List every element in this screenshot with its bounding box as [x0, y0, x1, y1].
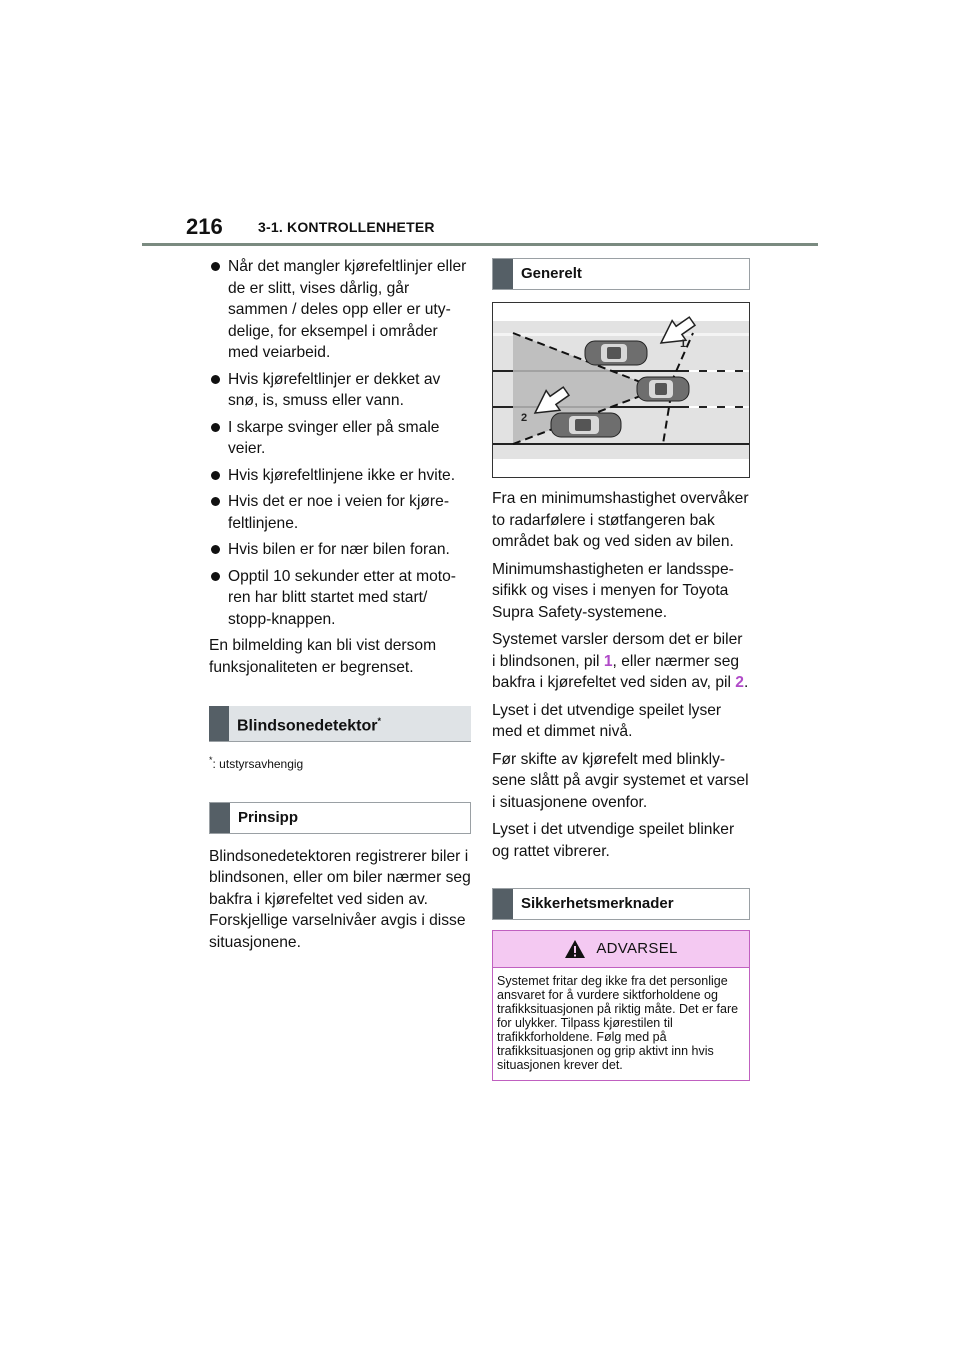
- warning-text: Systemet fritar deg ikke fra det personlige ansvaret for å vurdere siktforholdene og trafikksituasjonen på riktig måte. Det er fare for ulykker. Tilpass kjørestilen til trafikkforholdene. Følg med på trafikksituasjonen og grip aktivt inn hvis situasjonen krever det.: [497, 974, 739, 1072]
- heading-marker: [493, 889, 513, 919]
- car-icon: [637, 377, 689, 401]
- right-column: [492, 258, 750, 1081]
- warning-title: ADVARSEL: [596, 940, 678, 958]
- warning-box: [492, 930, 750, 1081]
- list-item: Hvis det er noe i veien for kjørefeltlinjene.: [209, 491, 471, 534]
- arrow-ref-2: 2: [735, 674, 744, 691]
- arrow-2-label: 2: [521, 412, 528, 424]
- heading-marker: [210, 803, 230, 833]
- page-number: 216: [186, 214, 223, 239]
- section-title: 3-1. KONTROLLENHETER: [258, 219, 435, 235]
- bullet-dot: [211, 545, 220, 554]
- blind-spot-diagram: [492, 302, 750, 478]
- general-heading: Generelt: [492, 258, 750, 290]
- warning-header: [493, 931, 749, 968]
- blind-spot-heading: [209, 706, 471, 742]
- paragraph-3: Systemet varsler dersom det er biler i blindsonen, pil 1, eller nærmer seg bakfra i kjørefeltet ved siden av, pil 2.: [492, 631, 749, 691]
- principle-heading: Prinsipp: [209, 802, 471, 834]
- bullet-dot: [211, 471, 220, 480]
- arrow-ref-1: 1: [603, 652, 613, 670]
- principle-text: Blindsonedetektoren registrerer biler i blindsonen, eller om biler nærmer seg bakfra i kjørefeltet ved siden av. Forskjellige varselnivåer avgis i disse situasjonene.: [209, 847, 471, 951]
- paragraph-6: Lyset i det utvendige speilet blinker og rattet vibrerer.: [492, 821, 735, 860]
- list-item: Hvis kjørefeltlinjer er dekket av snø, is, smuss eller vann.: [209, 369, 471, 412]
- paragraph-4: Lyset i det utvendige speilet lyser med et dimmet nivå.: [492, 701, 722, 740]
- blind-spot-title: Blindsonedetektor: [237, 717, 378, 735]
- list-item: Hvis kjørefeltlinjene ikke er hvite.: [209, 465, 471, 487]
- heading-marker: [209, 706, 229, 741]
- car-icon: [551, 413, 621, 437]
- footnote: *: utstyrsavhengig: [209, 755, 304, 772]
- header-rule: [142, 243, 818, 246]
- bullet-dot: [211, 497, 220, 506]
- road-illustration: [493, 303, 749, 477]
- paragraph-1: Fra en minimumshastighet overvåker to radarfølere i støtfangeren bak området bak og ved siden av bilen.: [492, 490, 749, 550]
- list-item: Når det mangler kjørefeltlinjer eller de er slitt, vises dårlig, går sammen / deles opp eller er utydelige, for eksempel i områder med veiarbeid.: [209, 256, 471, 364]
- paragraph-2: Minimumshastigheten er landsspesifikk og vises i menyen for Toyota Supra Safety-systemene.: [492, 560, 734, 621]
- bullet-dot: [211, 572, 220, 581]
- heading-marker: [493, 259, 513, 289]
- list-item: I skarpe svinger eller på smale veier.: [209, 417, 471, 460]
- list-item: Hvis bilen er for nær bilen foran.: [209, 539, 471, 561]
- bullet-dot: [211, 375, 220, 384]
- bullet-dot: [211, 262, 220, 271]
- warning-triangle-icon: [564, 939, 586, 959]
- limitation-list: [209, 256, 471, 630]
- footnote-ref: *: [377, 716, 381, 726]
- safety-heading: Sikkerhetsmerknader: [492, 888, 750, 920]
- bullet-dot: [211, 423, 220, 432]
- arrow-1-label: 1: [680, 338, 687, 350]
- list-item: Opptil 10 sekunder etter at motoren har blitt startet med start/ stopp-knappen.: [209, 566, 471, 631]
- limitation-note: En bilmelding kan bli vist dersom funksjonaliteten er begrenset.: [209, 637, 437, 676]
- left-column: [209, 256, 471, 959]
- car-icon: [585, 341, 647, 365]
- road-edge: [493, 333, 749, 336]
- paragraph-5: Før skifte av kjørefelt med blinklysene slått på avgir systemet et varsel i situasjonene ovenfor.: [492, 750, 749, 811]
